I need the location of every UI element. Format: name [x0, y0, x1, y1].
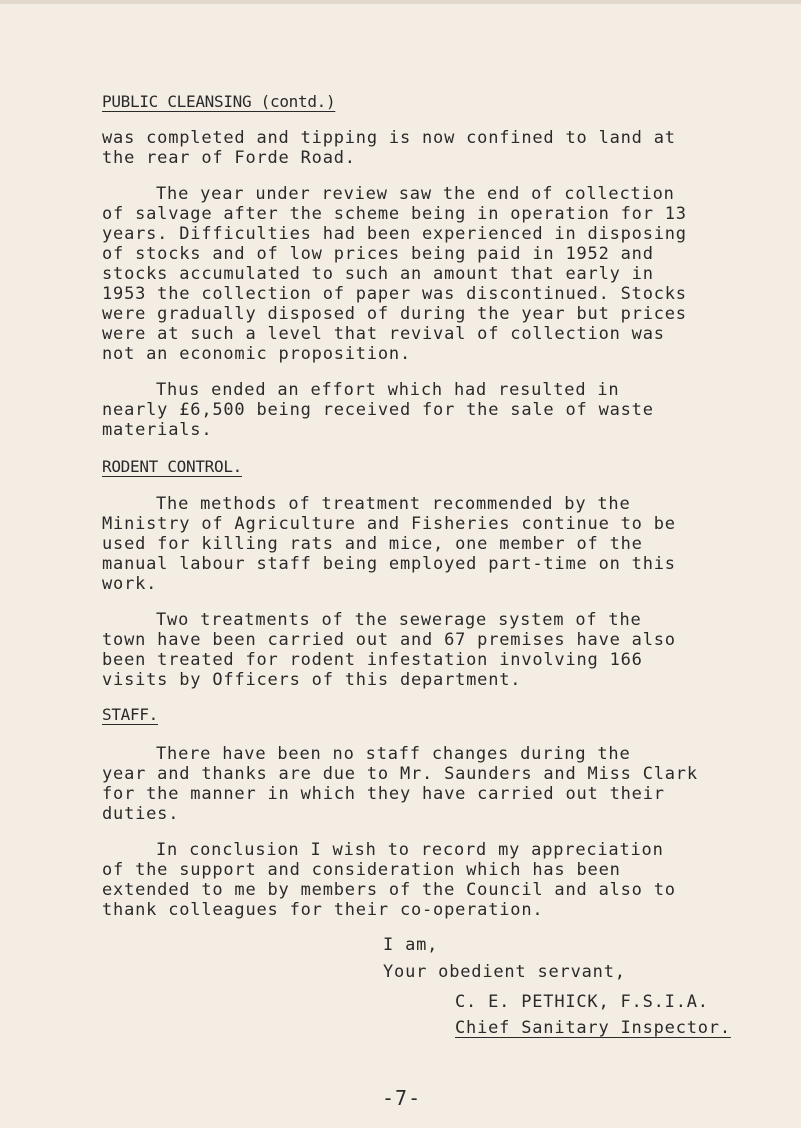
- para-line: 1953 the collection of paper was discontinued. Stocks: [102, 284, 687, 304]
- para-line: thank colleagues for their co-operation.: [102, 900, 544, 920]
- page-number: -7-: [382, 1086, 422, 1110]
- para-line: of stocks and of low prices being paid in 1952 and: [102, 244, 654, 264]
- para-line: manual labour staff being employed part-time on this: [102, 554, 676, 574]
- para-line: was completed and tipping is now confined to land at: [102, 128, 676, 148]
- para-line: been treated for rodent infestation involving 166: [102, 650, 643, 670]
- para-line: duties.: [102, 804, 180, 824]
- para-line: for the manner in which they have carried out their: [102, 784, 665, 804]
- para-line: Thus ended an effort which had resulted in: [156, 380, 620, 400]
- para-line: year and thanks are due to Mr. Saunders and Miss Clark: [102, 764, 698, 784]
- closing-line: I am,: [383, 935, 439, 955]
- para-line: years. Difficulties had been experienced in disposing: [102, 224, 687, 244]
- para-line: In conclusion I wish to record my appreciation: [156, 840, 664, 860]
- para-line: materials.: [102, 420, 213, 440]
- para-line: Ministry of Agriculture and Fisheries continue to be: [102, 514, 676, 534]
- para-line: were at such a level that revival of collection was: [102, 324, 665, 344]
- closing-line: Your obedient servant,: [383, 962, 626, 982]
- para-line: of the support and consideration which has been: [102, 860, 621, 880]
- para-line: The methods of treatment recommended by the: [156, 494, 631, 514]
- para-line: the rear of Forde Road.: [102, 148, 356, 168]
- page-edge: [0, 0, 801, 4]
- signatory-title: Chief Sanitary Inspector.: [455, 1018, 731, 1038]
- heading-rodent-control: RODENT CONTROL.: [102, 457, 242, 476]
- para-line: stocks accumulated to such an amount that early in: [102, 264, 654, 284]
- para-line: town have been carried out and 67 premises have also: [102, 630, 676, 650]
- heading-public-cleansing: PUBLIC CLEANSING (contd.): [102, 92, 336, 111]
- para-line: of salvage after the scheme being in operation for 13: [102, 204, 687, 224]
- para-line: extended to me by members of the Council and also to: [102, 880, 676, 900]
- para-line: There have been no staff changes during the: [156, 744, 631, 764]
- para-line: visits by Officers of this department.: [102, 670, 522, 690]
- para-line: not an economic proposition.: [102, 344, 411, 364]
- heading-staff: STAFF.: [102, 705, 158, 724]
- signatory-name: C. E. PETHICK, F.S.I.A.: [455, 992, 709, 1012]
- para-line: Two treatments of the sewerage system of the: [156, 610, 642, 630]
- para-line: used for killing rats and mice, one member of the: [102, 534, 643, 554]
- para-line: The year under review saw the end of collection: [156, 184, 675, 204]
- para-line: nearly £6,500 being received for the sale of waste: [102, 400, 654, 420]
- para-line: work.: [102, 574, 158, 594]
- para-line: were gradually disposed of during the year but prices: [102, 304, 687, 324]
